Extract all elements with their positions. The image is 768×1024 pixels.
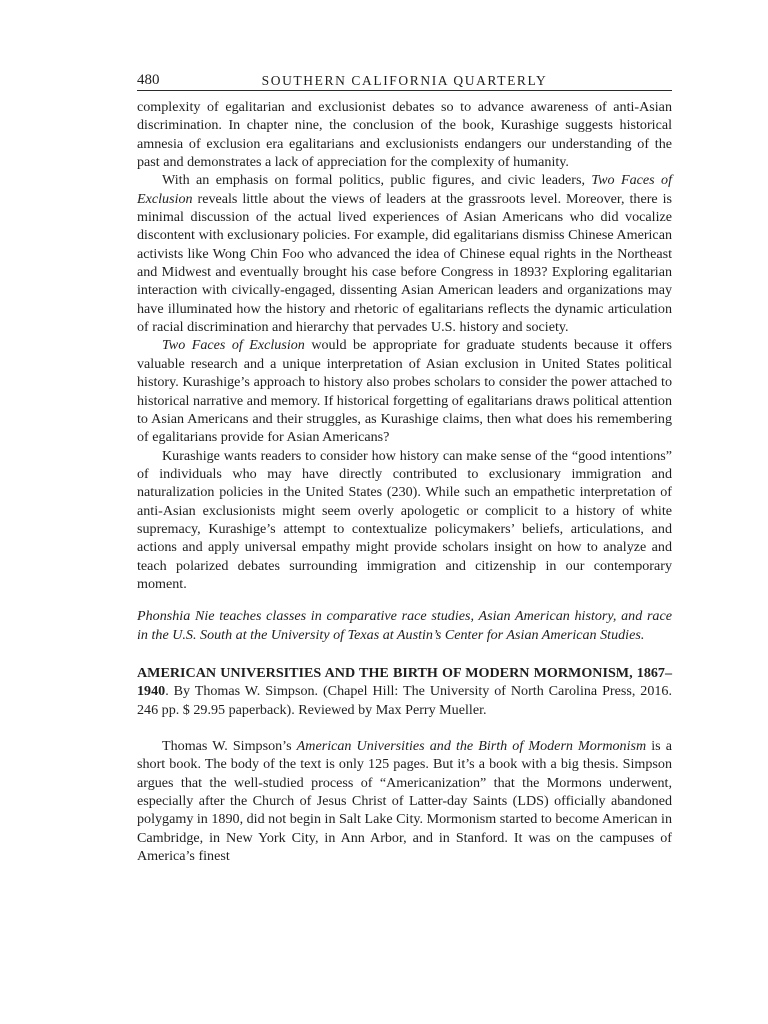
- journal-title: SOUTHERN CALIFORNIA QUARTERLY: [261, 73, 548, 88]
- paragraph-critique: [137, 171, 672, 336]
- review-heading: [137, 664, 672, 719]
- paragraph-text: is a short book. The body of the text is only 125 pages. But it’s a book with a big thesis. Simpson argues that the well-studied process of “Americanization” that the Mormons underwent, especially after the Church of Jesus Christ of Latter-day Saints (LDS) officially abandoned polygamy in 1890, did not begin in Salt Lake City. Mormonism started to become American in Cambridge, in New York City, in Ann Arbor, and in Stanford. It was on the campuses of America’s finest: [137, 738, 673, 865]
- review-book-dates: 1867–1940: [137, 664, 673, 700]
- running-header: [137, 68, 672, 91]
- review-first-paragraph: [137, 737, 672, 865]
- article-body: [137, 98, 672, 865]
- book-title: Two Faces of Exclusion: [162, 337, 305, 354]
- paragraph-conclusion: Kurashige wants readers to consider how history can make sense of the “good intentions” of individuals who may have directly contributed to exclusionary immigration and naturalization policies in the United States (230). While such an empathetic interpretation of anti-Asian exclusionists might seem overly apologetic or complicit to a history of white supremacy, Kurashige’s attempt to contextualize policymakers’ beliefs, articulations, and actions and apply universal empathy might provide scholars insight on how to analyze and teach polarized debates surrounding immigration and citizenship in our contemporary moment.: [137, 447, 672, 592]
- paragraph-audience: [137, 336, 672, 446]
- paragraph-text: reveals little about the views of leaders at the grassroots level. Moreover, there is minimal discussion of the actual lived experiences of Asian Americans who did vocalize discontent with exclusionary policies. For example, did egalitarians dismiss Chinese American activists like Wong Chin Foo who advanced the idea of Chinese equal rights in the Northeast and Midwest and eventually brought his case before Congress in 1893? Exploring egalitarian interaction with civically-engaged, dissenting Asian American leaders and organizations may have illuminated how the history and rhetoric of egalitarians reflects the dynamic articulation of racial discrimination and hierarchy that pervades U.S. history and society.: [137, 190, 672, 336]
- book-title: Two Faces of Exclusion: [137, 172, 672, 207]
- reviewer-bio: Phonshia Nie teaches classes in comparative race studies, Asian American history, and race in the U.S. South at the University of Texas at Austin’s Center for Asian American Studies.: [137, 608, 672, 643]
- review-book-title: AMERICAN UNIVERSITIES AND THE BIRTH OF MODERN MORMONISM,: [137, 664, 633, 681]
- review-citation: . By Thomas W. Simpson. (Chapel Hill: The University of North Carolina Press, 2016. 246 pp. $ 29.95 paperback). Reviewed by Max Perry Mueller.: [137, 683, 672, 718]
- paragraph-text: With an emphasis on formal politics, public figures, and civic leaders,: [162, 172, 592, 189]
- paragraph-continuation: complexity of egalitarian and exclusionist debates so to advance awareness of anti-Asian discrimination. In chapter nine, the conclusion of the book, Kurashige suggests historical amnesia of exclusion era egalitarians and exclusionists endangers our understanding of the past and demonstrates a lack of appreciation for the complexity of humanity.: [137, 99, 672, 171]
- page-number: 480: [137, 72, 160, 88]
- book-title: American Universities and the Birth of Modern Mormonism: [296, 738, 647, 754]
- paragraph-text: Thomas W. Simpson’s: [162, 738, 297, 754]
- page: [137, 68, 672, 865]
- paragraph-text: would be appropriate for graduate students because it offers valuable research and a unique interpretation of Asian exclusion in United States political history. Kurashige’s approach to history also probes scholars to consider the power attached to historical narrative and memory. If historical forgetting of egalitarians draws political attention to Asian Americans and their struggles, as Kurashige claims, then what does his remembering of egalitarians provide for Asian Americans?: [137, 337, 672, 446]
